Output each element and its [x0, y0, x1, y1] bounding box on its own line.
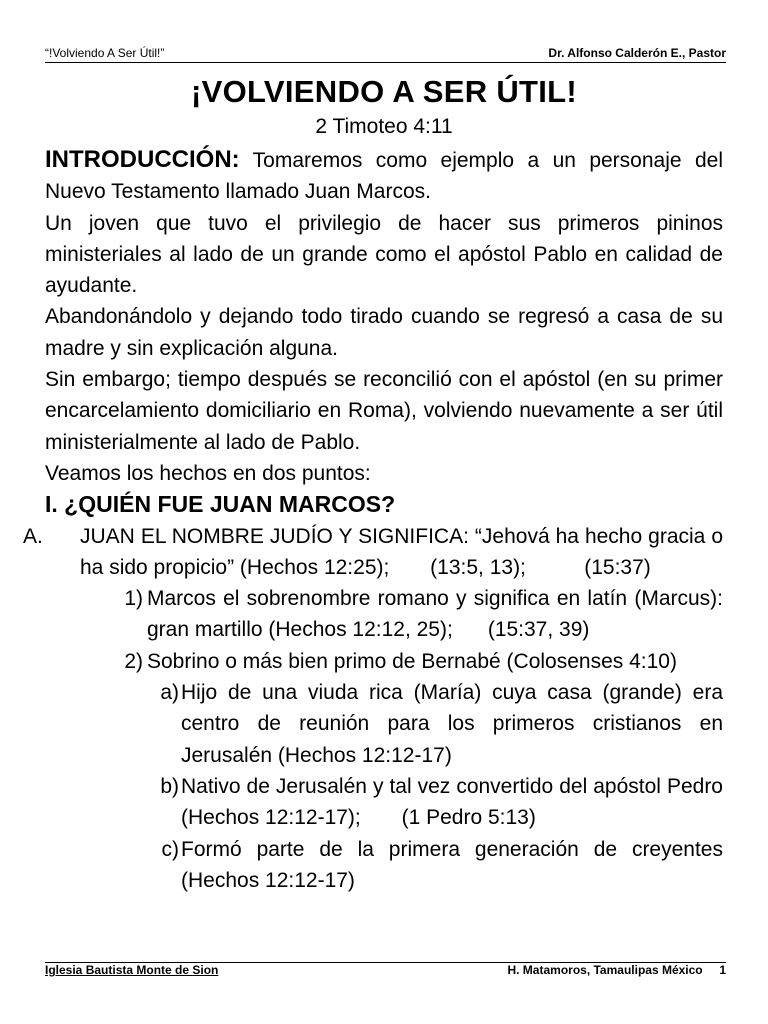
outline-label: b) — [160, 774, 179, 798]
paragraph: Abandonándolo y dejando todo tirado cuando se regresó a casa de su madre y sin explicación alguna. — [45, 305, 723, 360]
paragraph: Un joven que tuvo el privilegio de hacer sus primeros pininos ministeriales al lado de un grande como el apóstol Pablo en calidad de ayudante. — [45, 211, 723, 298]
intro-label: INTRODUCCIÓN: — [45, 146, 240, 173]
outline-text: Marcos el sobrenombre romano y significa en latín (Marcus): gran martillo (Hechos 12:12, 25); (15:37, 39) — [147, 587, 729, 642]
outline-label: a) — [160, 681, 179, 705]
intro-text: Tomaremos como ejemplo a un personaje del Nuevo Testamento llamado Juan Marcos. — [45, 149, 729, 204]
outline-text: Formó parte de la primera generación de creyentes (Hechos 12:12-17) — [181, 837, 723, 892]
outline-label: 2) — [124, 649, 143, 673]
outline-item-1 — [45, 583, 729, 646]
outline-item-a — [23, 521, 729, 584]
section-heading: I. ¿QUIÉN FUE JUAN MARCOS? — [45, 491, 396, 518]
page-header — [45, 46, 726, 63]
outline-subitem-a — [45, 677, 723, 771]
paragraph: Sin embargo; tiempo después se reconcilió con el apóstol (en su primer encarcelamiento domiciliario en Roma), volviendo nuevamente a ser útil ministerialmente al lado de Pablo. — [45, 368, 723, 454]
header-author: Dr. Alfonso Calderón E., Pastor — [548, 46, 726, 60]
outline-label: c) — [161, 837, 179, 861]
outline-text: Sobrino o más bien primo de Bernabé (Colosenses 4:10) — [147, 649, 677, 673]
outline-label: A. — [23, 524, 43, 548]
outline-label: 1) — [124, 587, 143, 611]
document-body — [23, 144, 729, 896]
outline-text: Nativo de Jerusalén y tal vez convertido del apóstol Pedro (Hechos 12:12-17); (1 Pedro 5:13) — [181, 774, 729, 830]
outline-text: Hijo de una viuda rica (María) cuya casa (grande) era centro de reunión para los primeros cristianos en Jerusalén (Hechos 12:12-17) — [181, 681, 723, 767]
page-number: 1 — [719, 963, 726, 977]
outline-text: JUAN EL NOMBRE JUDÍO Y SIGNIFICA: “Jehová ha hecho gracia o ha sido propicio” (Hechos 12:25); (13:5, 13); (15:37) — [80, 524, 729, 579]
header-title: “!Volviendo A Ser Útil!” — [45, 46, 165, 60]
intro-paragraph — [45, 144, 729, 208]
scripture-reference: 2 Timoteo 4:11 — [315, 115, 453, 138]
footer-location — [507, 963, 726, 977]
page-footer — [45, 962, 726, 979]
outline-subitem-b — [45, 771, 729, 834]
document-title: ¡VOLVIENDO A SER ÚTIL! — [190, 74, 578, 109]
paragraph: Veamos los hechos en dos puntos: — [45, 461, 371, 485]
footer-church: Iglesia Bautista Monte de Sion — [45, 963, 219, 977]
footer-location-text: H. Matamoros, Tamaulipas México — [507, 963, 703, 977]
outline-subitem-c — [45, 834, 723, 897]
outline-item-2 — [45, 646, 723, 677]
